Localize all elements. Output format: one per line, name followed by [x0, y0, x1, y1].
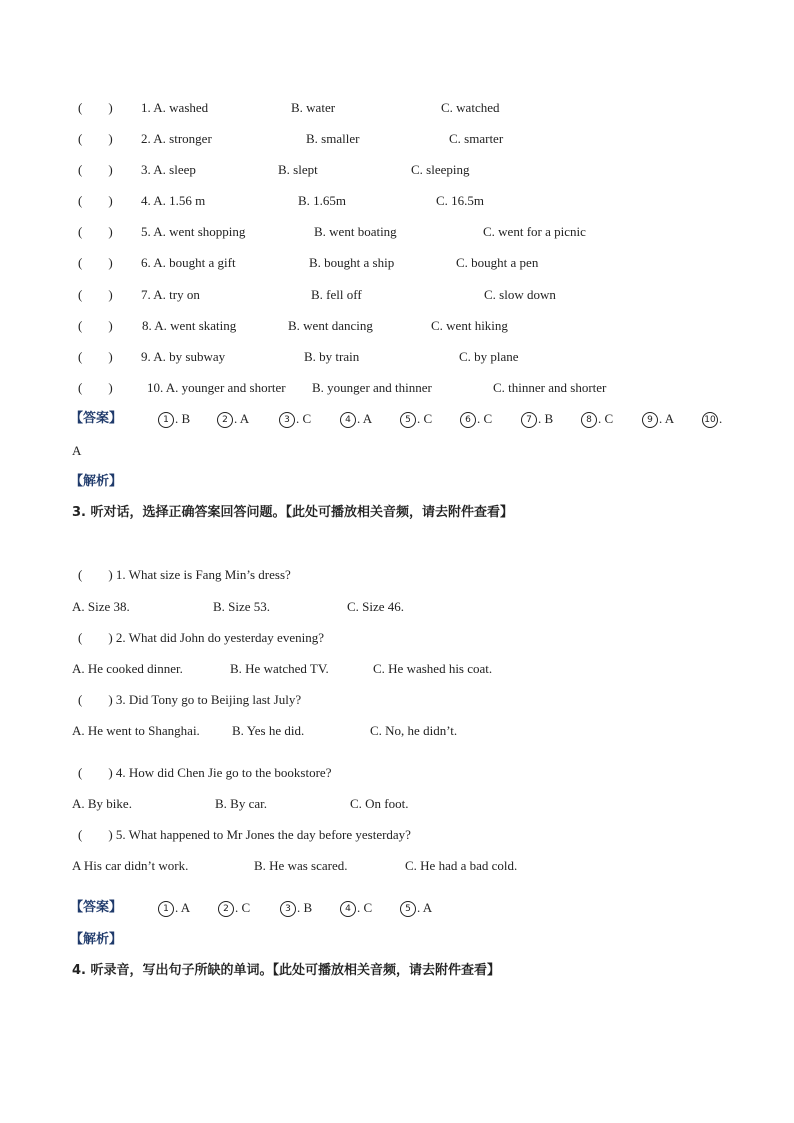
answer-item: 2 . A — [217, 411, 249, 428]
option-c: C. 16.5m — [436, 193, 485, 208]
option-a: 3. A. sleep — [141, 162, 196, 177]
s2-item-10: ( ) 10. A. younger and shorter B. younger and thinner C. thinner and shorter — [78, 380, 607, 395]
option-b: B. water — [291, 100, 336, 115]
s2-item-7: ( ) 7. A. try on B. fell off C. slow down — [78, 287, 556, 302]
answer-label: 【答案】 — [70, 900, 123, 915]
option-a: 9. A. by subway — [141, 349, 226, 364]
answer-overflow: A — [72, 443, 82, 458]
section3-heading: 3. 听对话，选择正确答案回答问题。【此处可播放相关音频，请去附件查看】 — [72, 505, 514, 520]
s3-question-3: ( ) 3. Did Tony go to Beijing last July? — [78, 692, 302, 707]
answer-item: 1 . B — [158, 411, 190, 428]
option-c: C. by plane — [459, 349, 519, 364]
option-c: C. slow down — [484, 287, 556, 302]
option-c: C. smarter — [449, 131, 504, 146]
option-b: B. fell off — [311, 287, 362, 302]
answer-item: 1 . A — [158, 900, 190, 917]
s2-item-4: ( ) 4. A. 1.56 m B. 1.65m C. 16.5m — [78, 193, 485, 208]
option-b: B. slept — [278, 162, 318, 177]
s3-options-5: A His car didn’t work. B. He was scared. C. He had a bad cold. — [72, 858, 518, 873]
option-b: B. 1.65m — [298, 193, 347, 208]
option-c: C. bought a pen — [456, 255, 539, 270]
s3-question-5: ( ) 5. What happened to Mr Jones the day before yesterday? — [78, 827, 411, 842]
s2-item-6: ( ) 6. A. bought a gift B. bought a ship C. bought a pen — [78, 255, 539, 270]
s2-item-3: ( ) 3. A. sleep B. slept C. sleeping — [78, 162, 470, 177]
option-a: 2. A. stronger — [141, 131, 212, 146]
answer-item: 3 . B — [280, 900, 312, 917]
option-a: 10. A. younger and shorter — [147, 380, 286, 395]
s3-options-3: A. He went to Shanghai. B. Yes he did. C. No, he didn’t. — [72, 723, 458, 738]
s2-item-2: ( ) 2. A. stronger B. smaller C. smarter — [78, 131, 504, 146]
s3-options-2: A. He cooked dinner. B. He watched TV. C. He washed his coat. — [72, 661, 493, 676]
s2-item-5: ( ) 5. A. went shopping B. went boating C. went for a picnic — [78, 224, 586, 239]
option-a: 4. A. 1.56 m — [141, 193, 206, 208]
option-c: C. watched — [441, 100, 500, 115]
option-a: 6. A. bought a gift — [141, 255, 236, 270]
option-b: B. went dancing — [288, 318, 373, 333]
s3-question-2: ( ) 2. What did John do yesterday evening? — [78, 630, 324, 645]
option-a: 5. A. went shopping — [141, 224, 246, 239]
option-a: 1. A. washed — [141, 100, 209, 115]
s2-item-8: ( ) 8. A. went skating B. went dancing C. went hiking — [78, 318, 508, 333]
option-b: B. went boating — [314, 224, 397, 239]
option-c: C. went hiking — [431, 318, 508, 333]
answer-item: 10 . — [702, 411, 722, 428]
option-b: B. bought a ship — [309, 255, 395, 270]
s3-question-4: ( ) 4. How did Chen Jie go to the bookstore? — [78, 765, 332, 780]
analysis-label: 【解析】 — [70, 474, 123, 489]
s3-options-1: A. Size 38. B. Size 53. C. Size 46. — [72, 599, 405, 614]
answer-item: 5 . C — [400, 411, 432, 428]
answer-item: 7 . B — [521, 411, 553, 428]
option-c: C. sleeping — [411, 162, 470, 177]
option-a: 7. A. try on — [141, 287, 200, 302]
answer-item: 5 . A — [400, 900, 432, 917]
s2-item-9: ( ) 9. A. by subway B. by train C. by plane — [78, 349, 519, 364]
analysis-label: 【解析】 — [70, 932, 123, 947]
answer-item: 3 . C — [279, 411, 311, 428]
answer-item: 8 . C — [581, 411, 613, 428]
option-b: B. younger and thinner — [312, 380, 432, 395]
section4-heading: 4. 听录音，写出句子所缺的单词。【此处可播放相关音频，请去附件查看】 — [72, 963, 501, 978]
option-b: B. smaller — [306, 131, 360, 146]
s3-options-4: A. By bike. B. By car. C. On foot. — [72, 796, 409, 811]
s3-question-1: ( ) 1. What size is Fang Min’s dress? — [78, 567, 291, 582]
option-c: C. thinner and shorter — [493, 380, 607, 395]
answer-label: 【答案】 — [70, 411, 123, 426]
answer-item: 6 . C — [460, 411, 492, 428]
option-b: B. by train — [304, 349, 360, 364]
s2-item-1: ( ) 1. A. washed B. water C. watched — [78, 100, 500, 115]
answer-item: 4 . C — [340, 900, 372, 917]
answer-item: 4 . A — [340, 411, 372, 428]
answer-item: 9 . A — [642, 411, 674, 428]
option-a: 8. A. went skating — [142, 318, 237, 333]
answer-item: 2 . C — [218, 900, 250, 917]
option-c: C. went for a picnic — [483, 224, 586, 239]
